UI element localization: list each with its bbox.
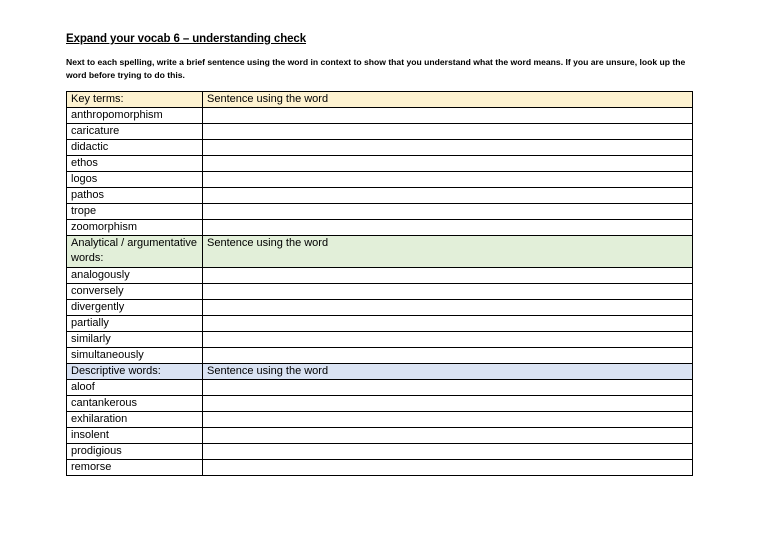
table-row: [67, 156, 693, 172]
sentence-cell[interactable]: [203, 220, 693, 236]
sentence-cell[interactable]: [203, 396, 693, 412]
table-row: [67, 460, 693, 476]
word-cell: exhilaration: [67, 412, 203, 428]
sentence-cell[interactable]: [203, 124, 693, 140]
sentence-cell[interactable]: [203, 300, 693, 316]
table-row: [67, 428, 693, 444]
word-cell: prodigious: [67, 444, 203, 460]
table-row: [67, 172, 693, 188]
table-row: [67, 380, 693, 396]
word-cell: aloof: [67, 380, 203, 396]
descriptive-heading: Descriptive words:: [67, 364, 203, 380]
table-row: [67, 316, 693, 332]
word-cell: didactic: [67, 140, 203, 156]
word-cell: simultaneously: [67, 348, 203, 364]
key-terms-heading: Key terms:: [67, 92, 203, 108]
sentence-cell[interactable]: [203, 204, 693, 220]
table-row: [67, 124, 693, 140]
instructions-text: Next to each spelling, write a brief sentence using the word in context to show that you understand what the word means. If you are unsure, look up the word before trying to do this.: [66, 57, 686, 80]
word-cell: trope: [67, 204, 203, 220]
word-cell: pathos: [67, 188, 203, 204]
sentence-cell[interactable]: [203, 348, 693, 364]
table-row: [67, 300, 693, 316]
table-row: [67, 140, 693, 156]
word-cell: partially: [67, 316, 203, 332]
table-row: [67, 220, 693, 236]
word-cell: conversely: [67, 284, 203, 300]
table-row: [67, 348, 693, 364]
sentence-cell[interactable]: [203, 380, 693, 396]
word-cell: divergently: [67, 300, 203, 316]
sentence-cell[interactable]: [203, 156, 693, 172]
sentence-cell[interactable]: [203, 108, 693, 124]
table-row: [67, 332, 693, 348]
vocab-table: [66, 91, 693, 476]
table-row: [67, 444, 693, 460]
analytical-heading: Analytical / argumentative words:: [67, 236, 203, 268]
word-cell: insolent: [67, 428, 203, 444]
sentence-cell[interactable]: [203, 332, 693, 348]
sentence-cell[interactable]: [203, 284, 693, 300]
descriptive-sentence-heading: Sentence using the word: [203, 364, 693, 380]
word-cell: similarly: [67, 332, 203, 348]
key-terms-sentence-heading: Sentence using the word: [203, 92, 693, 108]
sentence-cell[interactable]: [203, 172, 693, 188]
page-title: Expand your vocab 6 – understanding check: [66, 33, 307, 45]
table-row: [67, 204, 693, 220]
table-row: [67, 412, 693, 428]
word-cell: analogously: [67, 268, 203, 284]
table-row: [67, 188, 693, 204]
table-row: [67, 284, 693, 300]
sentence-cell[interactable]: [203, 412, 693, 428]
word-cell: cantankerous: [67, 396, 203, 412]
sentence-cell[interactable]: [203, 140, 693, 156]
sentence-cell[interactable]: [203, 444, 693, 460]
key-terms-header-row: [67, 92, 693, 108]
word-cell: caricature: [67, 124, 203, 140]
table-row: [67, 268, 693, 284]
word-cell: remorse: [67, 460, 203, 476]
sentence-cell[interactable]: [203, 316, 693, 332]
sentence-cell[interactable]: [203, 428, 693, 444]
table-row: [67, 108, 693, 124]
sentence-cell[interactable]: [203, 460, 693, 476]
word-cell: zoomorphism: [67, 220, 203, 236]
analytical-sentence-heading: Sentence using the word: [203, 236, 693, 268]
word-cell: logos: [67, 172, 203, 188]
word-cell: ethos: [67, 156, 203, 172]
sentence-cell[interactable]: [203, 268, 693, 284]
word-cell: anthropomorphism: [67, 108, 203, 124]
sentence-cell[interactable]: [203, 188, 693, 204]
analytical-header-row: [67, 236, 693, 268]
table-row: [67, 396, 693, 412]
descriptive-header-row: [67, 364, 693, 380]
